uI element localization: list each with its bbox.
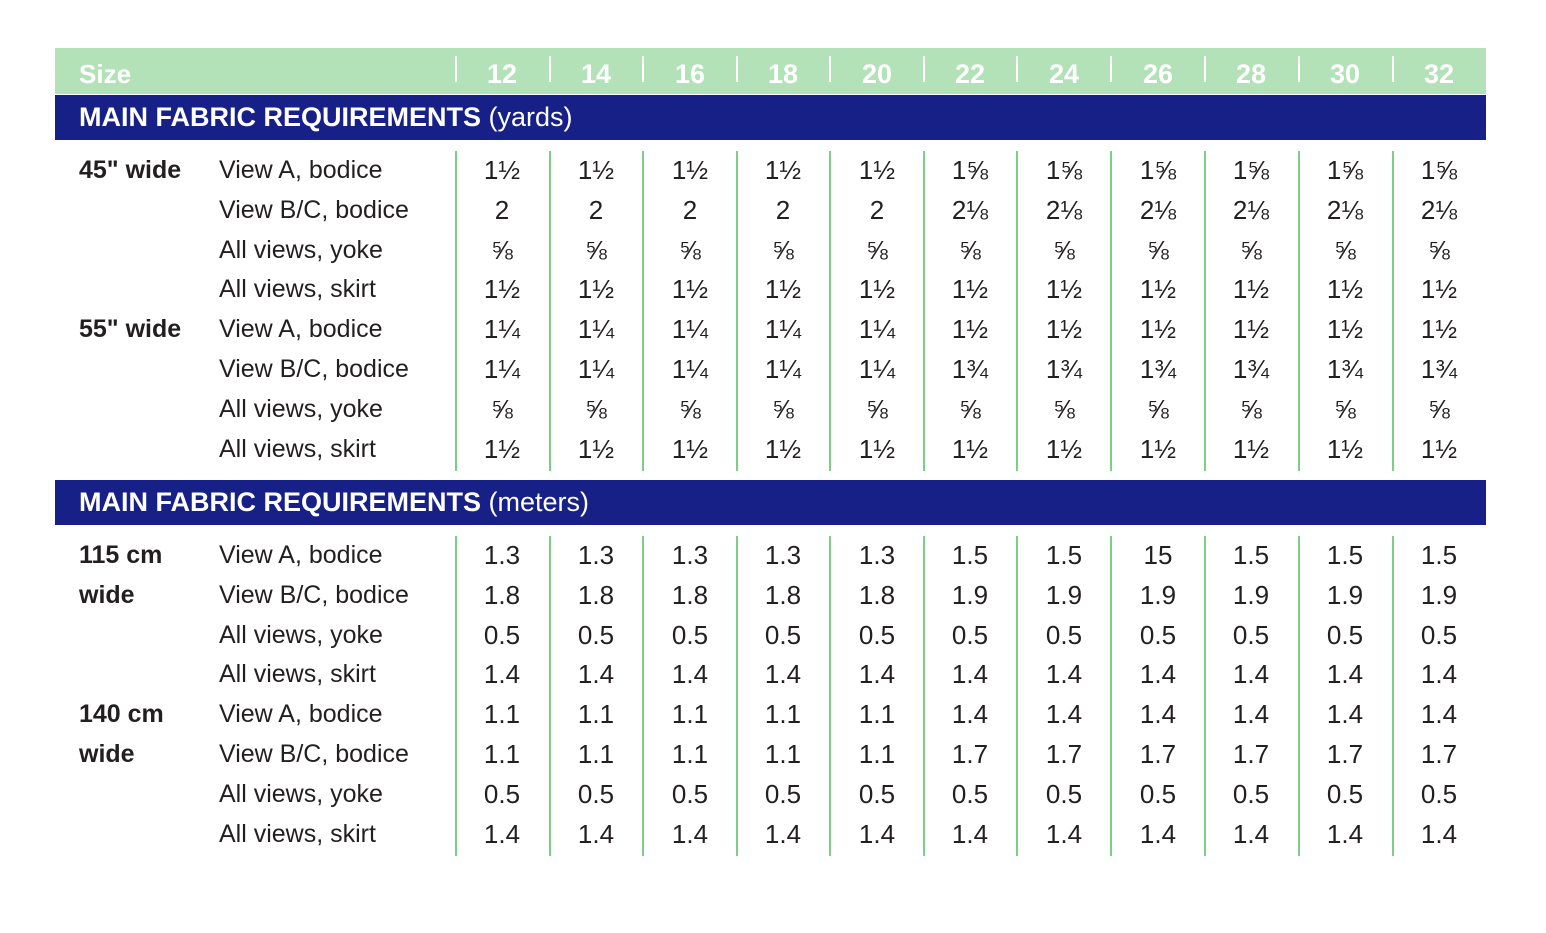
fabric-width-label: 55" wide — [79, 315, 182, 344]
table-cell: 2⅛ — [1420, 194, 1458, 225]
table-cell: 1.9 — [1420, 579, 1458, 610]
table-cell: 1¾ — [1420, 354, 1458, 384]
table-cell: 1.9 — [1232, 579, 1270, 610]
column-divider — [736, 151, 738, 471]
fabric-width-label: 45" wide — [79, 156, 182, 184]
column-divider — [1016, 151, 1018, 471]
table-cell: 0.5 — [1045, 619, 1083, 650]
table-cell: 1½ — [577, 155, 615, 185]
table-cell: 1.4 — [671, 818, 709, 849]
table-cell: 1.4 — [1232, 659, 1270, 690]
size-header-separator — [1392, 56, 1394, 82]
section-header-bar — [55, 95, 1486, 140]
table-cell: 0.5 — [951, 778, 989, 809]
row-label: All views, yoke — [219, 620, 383, 649]
table-cell: 1¼ — [858, 354, 896, 384]
table-cell: 1½ — [577, 274, 615, 305]
table-cell: 1.1 — [671, 739, 709, 769]
fabric-width-label: wide — [79, 580, 135, 609]
table-cell: ⅝ — [491, 234, 513, 265]
table-cell: 1.9 — [1139, 579, 1177, 610]
table-cell: 0.5 — [577, 778, 615, 809]
table-cell: 1¼ — [483, 314, 521, 345]
table-cell: 1½ — [1045, 274, 1083, 305]
table-cell: 1.5 — [1326, 540, 1364, 570]
row-label: All views, yoke — [219, 779, 383, 808]
table-cell: 15 — [1143, 540, 1173, 570]
table-cell: 1.4 — [671, 659, 709, 690]
column-divider — [1110, 151, 1112, 471]
table-cell: 0.5 — [1232, 778, 1270, 809]
section-title-unit: (meters) — [481, 487, 590, 517]
table-cell: 1.3 — [577, 540, 615, 570]
size-header-18: 18 — [767, 59, 799, 89]
size-header-24: 24 — [1048, 59, 1080, 89]
table-cell: 1⅝ — [1232, 155, 1270, 185]
table-cell: 2⅛ — [951, 194, 989, 225]
table-cell: 0.5 — [764, 778, 802, 809]
table-cell: ⅝ — [679, 393, 701, 424]
table-cell: ⅝ — [679, 234, 701, 265]
size-header-separator — [455, 56, 457, 82]
table-cell: 1¼ — [671, 314, 709, 345]
fabric-width-label: wide — [79, 740, 135, 768]
size-header-20: 20 — [861, 59, 893, 89]
size-header-28: 28 — [1235, 59, 1267, 89]
table-cell: 1.4 — [764, 818, 802, 849]
column-divider — [1392, 536, 1394, 856]
table-cell: 1½ — [1420, 314, 1458, 345]
table-cell: 1.1 — [764, 699, 802, 730]
table-cell: 1½ — [858, 274, 896, 305]
table-cell: 1.4 — [1139, 699, 1177, 730]
row-label: All views, skirt — [219, 434, 376, 463]
table-cell: 1.4 — [951, 699, 989, 730]
column-divider — [923, 536, 925, 856]
table-cell: 1.5 — [951, 540, 989, 570]
table-cell: ⅝ — [1334, 393, 1356, 424]
row-label: View B/C, bodice — [219, 195, 409, 224]
table-cell: 1.3 — [483, 540, 521, 570]
column-divider — [1204, 151, 1206, 471]
table-cell: 1.8 — [671, 579, 709, 610]
table-cell: 1.9 — [951, 579, 989, 610]
table-cell: 1.4 — [858, 659, 896, 690]
row-label: View B/C, bodice — [219, 580, 409, 609]
size-header-12: 12 — [486, 59, 518, 89]
table-cell: 1.4 — [1232, 818, 1270, 849]
table-cell: 2⅛ — [1326, 194, 1364, 225]
table-cell: 1.9 — [1326, 579, 1364, 610]
column-divider — [923, 151, 925, 471]
column-divider — [1110, 536, 1112, 856]
fabric-width-label: 140 cm — [79, 700, 164, 729]
table-cell: 1¼ — [577, 314, 615, 345]
table-cell: 1¼ — [764, 314, 802, 345]
table-cell: ⅝ — [491, 393, 513, 424]
table-cell: 1½ — [671, 155, 709, 185]
table-cell: 2 — [775, 194, 791, 225]
table-cell: 0.5 — [1139, 619, 1177, 650]
fabric-width-label: 115 cm — [79, 541, 163, 569]
section-header-bar — [55, 480, 1486, 525]
column-divider — [455, 536, 457, 856]
size-header-separator — [1298, 56, 1300, 82]
table-cell: 1½ — [1232, 314, 1270, 345]
table-cell: 1.4 — [951, 659, 989, 690]
table-cell: 1¾ — [1045, 354, 1083, 384]
row-label: All views, skirt — [219, 819, 376, 848]
table-cell: ⅝ — [1240, 393, 1262, 424]
table-cell: 1½ — [577, 433, 615, 464]
table-cell: 1½ — [1420, 433, 1458, 464]
column-divider — [1392, 151, 1394, 471]
table-cell: 1.4 — [951, 818, 989, 849]
size-header-separator — [736, 56, 738, 82]
table-cell: 1.7 — [1326, 739, 1364, 769]
table-cell: 1½ — [483, 274, 521, 305]
table-cell: 1.4 — [1045, 818, 1083, 849]
size-header-separator — [549, 56, 551, 82]
table-cell: 1½ — [764, 155, 802, 185]
table-cell: 1.5 — [1232, 540, 1270, 570]
column-divider — [549, 151, 551, 471]
table-cell: ⅝ — [1428, 393, 1450, 424]
table-cell: ⅝ — [1334, 234, 1356, 265]
table-cell: 2 — [869, 194, 885, 225]
table-cell: 1.4 — [764, 659, 802, 690]
table-cell: 1⅝ — [1420, 155, 1458, 185]
row-label: View A, bodice — [219, 156, 383, 184]
table-cell: 1½ — [1045, 433, 1083, 464]
section-title-unit: (yards) — [481, 102, 573, 132]
column-divider — [1204, 536, 1206, 856]
size-header-separator — [642, 56, 644, 82]
row-label: All views, skirt — [219, 275, 376, 304]
table-cell: 0.5 — [1045, 778, 1083, 809]
table-cell: ⅝ — [585, 393, 607, 424]
section-title — [79, 480, 589, 525]
table-cell: ⅝ — [1240, 234, 1262, 265]
table-cell: 1.1 — [671, 699, 709, 730]
table-cell: 0.5 — [1420, 619, 1458, 650]
table-cell: 0.5 — [1232, 619, 1270, 650]
table-cell: 1½ — [1232, 274, 1270, 305]
size-header-16: 16 — [674, 59, 706, 89]
table-cell: 1½ — [1326, 314, 1364, 345]
table-cell: 1.4 — [1326, 818, 1364, 849]
table-cell: 1½ — [951, 314, 989, 345]
row-label: View A, bodice — [219, 700, 383, 729]
row-label: View A, bodice — [219, 315, 383, 344]
table-cell: 1.4 — [1420, 699, 1458, 730]
table-cell: 1½ — [1139, 433, 1177, 464]
table-cell: 1.1 — [577, 739, 615, 769]
table-cell: 1.3 — [764, 540, 802, 570]
table-cell: 1.4 — [1326, 659, 1364, 690]
section-title-main: MAIN FABRIC REQUIREMENTS — [79, 487, 482, 517]
table-cell: 1.4 — [1139, 659, 1177, 690]
row-label: View B/C, bodice — [219, 355, 409, 383]
table-cell: 1.7 — [951, 739, 989, 769]
table-cell: 1½ — [483, 155, 521, 185]
table-cell: 1.4 — [1420, 818, 1458, 849]
table-cell: 1½ — [1326, 274, 1364, 305]
table-cell: ⅝ — [959, 234, 981, 265]
row-label: View B/C, bodice — [219, 740, 409, 768]
table-cell: 1.7 — [1232, 739, 1270, 769]
table-cell: 0.5 — [1139, 778, 1177, 809]
table-cell: 1½ — [671, 274, 709, 305]
table-cell: ⅝ — [1053, 393, 1075, 424]
table-cell: 1.4 — [577, 659, 615, 690]
table-cell: 1.3 — [671, 540, 709, 570]
size-header-14: 14 — [580, 59, 612, 89]
column-divider — [1298, 536, 1300, 856]
table-cell: 1¼ — [577, 354, 615, 384]
table-cell: 1.5 — [1045, 540, 1083, 570]
table-cell: 1¼ — [671, 354, 709, 384]
table-cell: 2 — [588, 194, 604, 225]
column-divider — [829, 536, 831, 856]
size-header-32: 32 — [1423, 59, 1455, 89]
table-cell: 1.8 — [483, 579, 521, 610]
table-cell: 0.5 — [577, 619, 615, 650]
table-cell: 0.5 — [1420, 778, 1458, 809]
table-cell: 2 — [682, 194, 698, 225]
table-cell: ⅝ — [1147, 234, 1169, 265]
table-cell: 0.5 — [671, 778, 709, 809]
table-cell: 1½ — [671, 433, 709, 464]
table-cell: 0.5 — [1326, 619, 1364, 650]
table-cell: 1.7 — [1139, 739, 1177, 769]
size-header-separator — [829, 56, 831, 82]
table-cell: 0.5 — [483, 778, 521, 809]
table-cell: 1¼ — [858, 314, 896, 345]
table-cell: 1½ — [951, 433, 989, 464]
table-cell: 2⅛ — [1139, 194, 1177, 225]
table-cell: 0.5 — [951, 619, 989, 650]
table-cell: 1.1 — [858, 739, 896, 769]
table-cell: 1½ — [1045, 314, 1083, 345]
column-divider — [642, 151, 644, 471]
row-label: View A, bodice — [219, 541, 383, 569]
table-cell: 0.5 — [671, 619, 709, 650]
size-header-label: Size — [79, 59, 132, 89]
table-cell: 1¾ — [1326, 354, 1364, 384]
table-cell: 2 — [494, 194, 510, 225]
size-header-26: 26 — [1142, 59, 1174, 89]
column-divider — [1016, 536, 1018, 856]
size-header-30: 30 — [1329, 59, 1361, 89]
table-cell: 1.7 — [1045, 739, 1083, 769]
size-header-separator — [1204, 56, 1206, 82]
size-header-22: 22 — [954, 59, 986, 89]
row-label: All views, yoke — [219, 394, 383, 423]
table-cell: 1⅝ — [1045, 155, 1083, 185]
table-cell: ⅝ — [1053, 234, 1075, 265]
row-label: All views, skirt — [219, 660, 376, 689]
table-cell: 1.1 — [483, 699, 521, 730]
table-cell: 0.5 — [764, 619, 802, 650]
table-cell: 1½ — [1139, 314, 1177, 345]
column-divider — [736, 536, 738, 856]
column-divider — [829, 151, 831, 471]
table-cell: 1.1 — [764, 739, 802, 769]
table-cell: 1.3 — [858, 540, 896, 570]
table-cell: 1½ — [1139, 274, 1177, 305]
table-cell: ⅝ — [1147, 393, 1169, 424]
table-cell: 1⅝ — [1139, 155, 1177, 185]
table-cell: 1.4 — [1045, 659, 1083, 690]
table-cell: ⅝ — [959, 393, 981, 424]
table-cell: 1.1 — [577, 699, 615, 730]
table-cell: 0.5 — [858, 619, 896, 650]
table-cell: 1.4 — [1326, 699, 1364, 730]
table-cell: 1.1 — [483, 739, 521, 769]
table-cell: 1.8 — [577, 579, 615, 610]
table-cell: 1.4 — [577, 818, 615, 849]
table-cell: 1.4 — [483, 659, 521, 690]
table-cell: 1½ — [483, 433, 521, 464]
table-cell: 1⅝ — [951, 155, 989, 185]
table-cell: 1½ — [764, 274, 802, 305]
table-cell: 1½ — [951, 274, 989, 305]
column-divider — [549, 536, 551, 856]
table-cell: ⅝ — [1428, 234, 1450, 265]
table-cell: 1½ — [858, 155, 896, 185]
table-cell: 0.5 — [1326, 778, 1364, 809]
table-cell: ⅝ — [772, 234, 794, 265]
table-cell: 1¾ — [951, 354, 989, 384]
size-header-separator — [1110, 56, 1112, 82]
table-cell: ⅝ — [866, 234, 888, 265]
size-header-separator — [923, 56, 925, 82]
table-cell: 1.9 — [1045, 579, 1083, 610]
table-cell: 1.4 — [1420, 659, 1458, 690]
table-cell: 1½ — [1326, 433, 1364, 464]
table-cell: 2⅛ — [1045, 194, 1083, 225]
column-divider — [642, 536, 644, 856]
table-cell: 1½ — [1420, 274, 1458, 305]
table-cell: 2⅛ — [1232, 194, 1270, 225]
table-cell: 1.8 — [764, 579, 802, 610]
table-cell: 1.4 — [1045, 699, 1083, 730]
table-cell: 1½ — [1232, 433, 1270, 464]
section-title — [79, 95, 573, 140]
table-cell: 1.8 — [858, 579, 896, 610]
table-cell: 1.5 — [1420, 540, 1458, 570]
table-cell: 1⅝ — [1326, 155, 1364, 185]
table-cell: 1.4 — [1139, 818, 1177, 849]
section-title-main: MAIN FABRIC REQUIREMENTS — [79, 102, 482, 132]
row-label: All views, yoke — [219, 235, 383, 264]
table-cell: 1½ — [858, 433, 896, 464]
table-cell: 0.5 — [483, 619, 521, 650]
table-cell: 1.4 — [483, 818, 521, 849]
table-cell: 1¼ — [764, 354, 802, 384]
table-cell: 1.4 — [1232, 699, 1270, 730]
table-cell: ⅝ — [866, 393, 888, 424]
table-cell: 1.7 — [1420, 739, 1458, 769]
size-header-separator — [1016, 56, 1018, 82]
table-cell: ⅝ — [585, 234, 607, 265]
table-cell: ⅝ — [772, 393, 794, 424]
table-cell: 1¼ — [483, 354, 521, 384]
table-cell: 1½ — [764, 433, 802, 464]
table-cell: 1.4 — [858, 818, 896, 849]
column-divider — [1298, 151, 1300, 471]
table-cell: 1¾ — [1232, 354, 1270, 384]
column-divider — [455, 151, 457, 471]
table-cell: 0.5 — [858, 778, 896, 809]
table-cell: 1.1 — [858, 699, 896, 730]
table-cell: 1¾ — [1139, 354, 1177, 384]
